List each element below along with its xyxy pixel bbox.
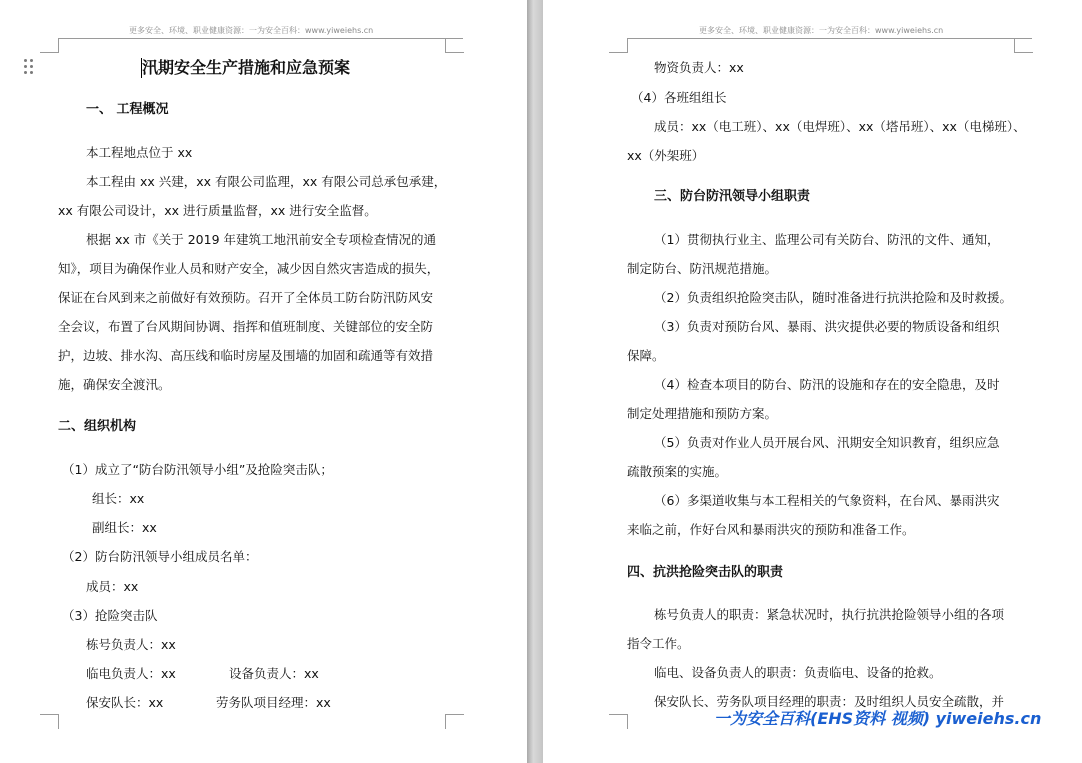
paragraph-line[interactable]: （3）抢险突击队 [62, 608, 158, 623]
header-rule [627, 38, 1032, 39]
paragraph-line[interactable]: 成员：xx [86, 579, 139, 594]
section-heading[interactable]: 一、 工程概况 [86, 102, 169, 117]
paragraph-line[interactable]: 栋号负责人：xx [86, 637, 176, 652]
drag-handle-icon[interactable] [22, 58, 36, 76]
paragraph-line[interactable]: 保证在台风到来之前做好有效预防。召开了全体员工防台防汛防风安 [58, 290, 434, 305]
paragraph-line[interactable]: （2）防台防汛领导小组成员名单： [62, 549, 258, 564]
paragraph-line[interactable]: （3）负责对预防台风、暴雨、洪灾提供必要的物质设备和组织 [654, 319, 1000, 334]
site-watermark: 一为安全百科(EHS资料 视频) yiweiehs.cn [714, 709, 1042, 728]
section-heading[interactable]: 二、组织机构 [58, 419, 137, 434]
paragraph-line[interactable]: 根据 xx 市《关于 2019 年建筑工地汛前安全专项检查情况的通 [86, 232, 437, 247]
paragraph-line[interactable]: 指令工作。 [627, 636, 690, 651]
paragraph-line[interactable]: 施，确保安全渡汛。 [58, 377, 171, 392]
paragraph-line[interactable]: 来临之前，作好台风和暴雨洪灾的预防和准备工作。 [627, 522, 915, 537]
paragraph-line[interactable]: 栋号负责人的职责：紧急状况时，执行抗洪抢险领导小组的各项 [654, 607, 1005, 622]
section-heading[interactable]: 三、防台防汛领导小组职责 [654, 189, 811, 204]
paragraph-line[interactable]: xx 有限公司设计，xx 进行质量监督，xx 进行安全监督。 [58, 203, 377, 218]
paragraph-line[interactable]: （1）成立了“防台防汛领导小组”及抢险突击队； [62, 462, 333, 477]
paragraph-line[interactable]: 副组长：xx [92, 520, 157, 535]
paragraph-line[interactable]: （4）各班组组长 [631, 90, 727, 105]
paragraph-line[interactable]: （6）多渠道收集与本工程相关的气象资料，在台风、暴雨洪灾 [654, 493, 1000, 508]
paragraph-line[interactable]: 临电、设备负责人的职责：负责临电、设备的抢救。 [654, 665, 942, 680]
margin-corner [445, 714, 464, 729]
paragraph-line[interactable]: 保安队长、劳务队项目经理的职责：及时组织人员安全疏散，并 [654, 694, 1005, 709]
section-heading[interactable]: 四、抗洪抢险突击队的职责 [627, 565, 784, 580]
paragraph-line[interactable]: （2）负责组织抢险突击队，随时准备进行抗洪抢险和及时救援。 [654, 290, 1012, 305]
header-rule [58, 38, 463, 39]
paragraph-line[interactable]: xx（外架班） [627, 148, 705, 163]
paragraph-line[interactable]: 全会议，布置了台风期间协调、指挥和值班制度、关键部位的安全防 [58, 319, 434, 334]
page-gutter [527, 0, 543, 763]
margin-corner [1014, 38, 1033, 53]
page-header: 更多安全、环境、职业健康资源：一为安全百科：www.yiweiehs.cn [129, 26, 374, 35]
paragraph-line[interactable]: 制定防台、防汛规范措施。 [627, 261, 778, 276]
document-title[interactable]: 汛期安全生产措施和应急预案 [142, 58, 351, 77]
margin-corner [445, 38, 464, 53]
paragraph-line[interactable]: 制定处理措施和预防方案。 [627, 406, 778, 421]
paragraph-line[interactable]: 物资负责人：xx [654, 60, 744, 75]
page-header: 更多安全、环境、职业健康资源：一为安全百科：www.yiweiehs.cn [699, 26, 944, 35]
paragraph-line[interactable]: （4）检查本项目的防台、防汛的设施和存在的安全隐患，及时 [654, 377, 1000, 392]
margin-corner [40, 714, 59, 729]
paragraph-line[interactable]: 知》，项目为确保作业人员和财产安全，减少因自然灾害造成的损失， [58, 261, 440, 276]
paragraph-line[interactable]: 设备负责人：xx [229, 666, 319, 681]
paragraph-line[interactable]: 劳务队项目经理：xx [216, 695, 331, 710]
margin-corner [40, 38, 59, 53]
paragraph-line[interactable]: 临电负责人：xx [86, 666, 176, 681]
paragraph-line[interactable]: 保安队长：xx [86, 695, 164, 710]
paragraph-line[interactable]: 疏散预案的实施。 [627, 464, 728, 479]
paragraph-line[interactable]: 本工程由 xx 兴建，xx 有限公司监理，xx 有限公司总承包承建， [86, 174, 447, 189]
paragraph-line[interactable]: （5）负责对作业人员开展台风、汛期安全知识教育，组织应急 [654, 435, 1000, 450]
paragraph-line[interactable]: 组长：xx [92, 491, 145, 506]
document-page-right [543, 0, 1082, 763]
paragraph-line[interactable]: （1）贯彻执行业主、监理公司有关防台、防汛的文件、通知， [654, 232, 1000, 247]
paragraph-line[interactable]: 保障。 [627, 348, 665, 363]
paragraph-line[interactable]: 护，边坡、排水沟、高压线和临时房屋及围墙的加固和疏通等有效措 [58, 348, 434, 363]
margin-corner [609, 714, 628, 729]
paragraph-line[interactable]: 本工程地点位于 xx [86, 145, 193, 160]
paragraph-line[interactable]: 成员：xx（电工班）、xx（电焊班）、xx（塔吊班）、xx（电梯班）、 [654, 119, 1026, 134]
document-page-left [0, 0, 527, 763]
margin-corner [609, 38, 628, 53]
